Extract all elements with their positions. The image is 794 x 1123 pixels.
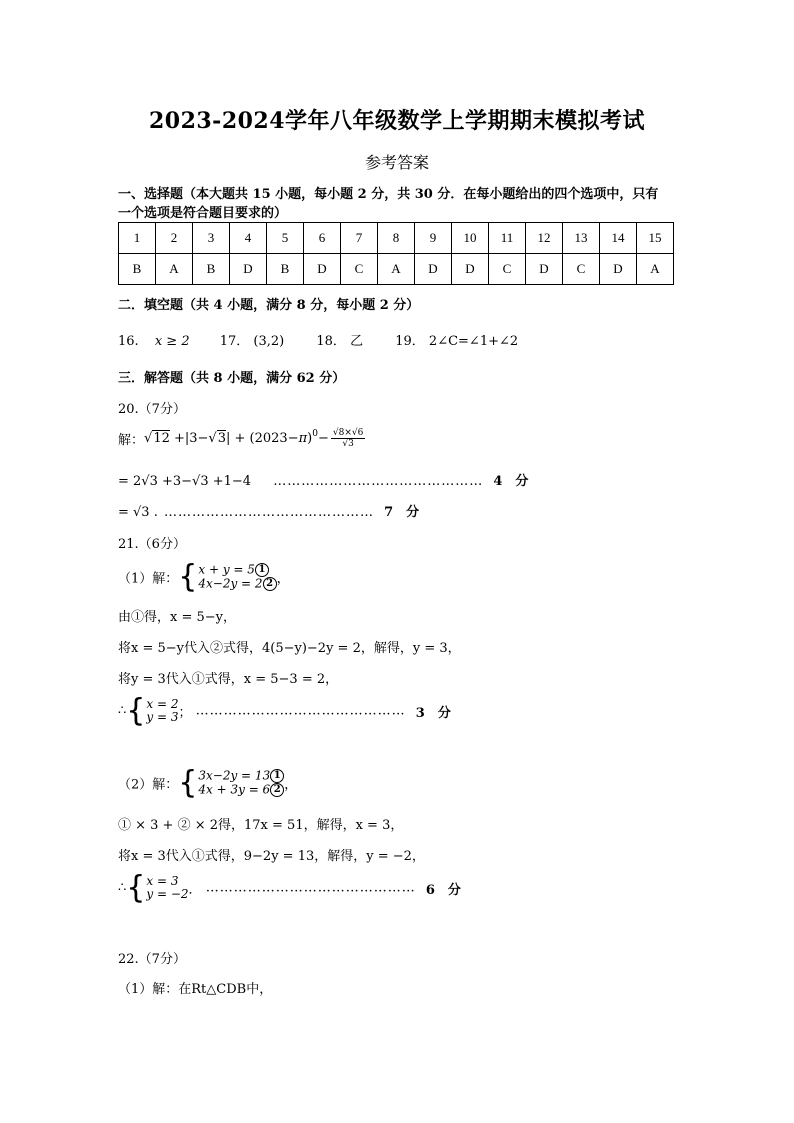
q21-p1-step1: 由①得，x = 5−y， <box>118 610 236 625</box>
q20-step2-text: = √3 . <box>118 505 158 520</box>
answer-table-answer-cell: D <box>230 254 267 285</box>
answer-table-number-cell: 12 <box>526 223 563 254</box>
answer-table-answer-cell: C <box>341 254 378 285</box>
q21-p1-eq2: 4x−2y = 2 <box>198 576 263 591</box>
circle-2-icon: 2 <box>263 577 277 591</box>
q21-p1-prefix: （1）解： <box>118 571 179 587</box>
q21-p2-prefix: （2）解： <box>118 777 179 793</box>
answer-table <box>118 222 674 285</box>
q21-p1-score: 3 分 <box>415 705 451 721</box>
answer-table-answer-cell: C <box>489 254 526 285</box>
answer-table-number-cell: 5 <box>267 223 304 254</box>
answer-table-number-cell: 7 <box>341 223 378 254</box>
answer-table-number-cell: 3 <box>193 223 230 254</box>
q21-p1-system: （1）解： { x + y = 5 1 4x−2y = 2 2 ， <box>118 558 290 595</box>
q19-label: 19． <box>395 334 425 349</box>
q16-label: 16. <box>118 334 139 349</box>
q22-part1: （1）解：在Rt△CDB中， <box>118 982 273 997</box>
answer-table-number-cell: 9 <box>415 223 452 254</box>
circle-1-icon: 1 <box>255 563 269 577</box>
section3-heading: 三．解答题（共 8 小题，满分 62 分） <box>118 371 346 386</box>
q20-score2: 7 分 <box>384 505 420 520</box>
answer-table-answer-cell: B <box>193 254 230 285</box>
q22-label: 22.（7分） <box>118 952 186 967</box>
answer-table-answer-cell: B <box>119 254 156 285</box>
q21-p2-score: 6 分 <box>425 882 461 898</box>
q18-label: 18． <box>316 334 346 349</box>
page-title: 2023-2024学年八年级数学上学期期末模拟考试 <box>148 108 646 134</box>
answer-table-number-cell: 1 <box>119 223 156 254</box>
therefore-icon: ∴ <box>118 703 127 719</box>
answer-table-answer-cell: A <box>637 254 674 285</box>
answer-table-answer-cell: D <box>304 254 341 285</box>
q21-p2-res2: y = −2 <box>146 887 189 901</box>
page-subtitle: 参考答案 <box>364 153 429 172</box>
answer-table-answer-cell: D <box>526 254 563 285</box>
answer-table-answer-cell: A <box>156 254 193 285</box>
section1-heading-line1: 一、选择题（本大题共 15 小题，每小题 2 分，共 30 分．在每小题给出的四个选项中，只有 <box>118 187 659 202</box>
q18-answer: 乙 <box>350 334 364 349</box>
answer-table-answer-cell: B <box>267 254 304 285</box>
q20-step1 <box>118 470 528 489</box>
answer-table-number-cell: 15 <box>637 223 674 254</box>
q20-fraction: $\frac{√8\times√6}{√3}$ <box>332 428 364 449</box>
answer-table-number-cell: 4 <box>230 223 267 254</box>
section1-heading-line2: 一个选项是符合题目要求的） <box>118 206 288 221</box>
q16-answer: x ≥ 2 <box>154 334 190 349</box>
q21-p1-dots: ……………………………………… <box>195 703 406 719</box>
q21-p1-step3: 将y = 3代入①式得，x = 5−3 = 2， <box>118 672 339 687</box>
answer-table-number-row <box>119 223 674 254</box>
q21-p1-step2: 将x = 5−y代入②式得，4(5−y)−2y = 2，解得，y = 3， <box>118 641 461 656</box>
left-brace-icon: { <box>126 692 146 729</box>
q21-p2-eq1: 3x−2y = 13 <box>198 768 271 783</box>
q21-p2-result: ∴ { x = 3 y = −2 ． ……………………………………… 6 分 <box>118 869 461 906</box>
q20-step2 <box>118 501 419 520</box>
q20-score1: 4 分 <box>493 474 529 489</box>
left-brace-icon: { <box>178 558 198 595</box>
answer-table-number-cell: 14 <box>600 223 637 254</box>
fill-in-answers <box>118 330 518 349</box>
left-brace-icon: { <box>126 869 146 906</box>
answer-table-answer-cell: D <box>415 254 452 285</box>
answer-table-answer-cell: C <box>563 254 600 285</box>
q21-p1-res2: y = 3 <box>146 710 179 724</box>
q20-expression-math: $√12 +|3-√3| + (2023-\pi)^0-$ <box>144 429 329 446</box>
answer-table-number-cell: 11 <box>489 223 526 254</box>
section2-heading: 二．填空题（共 4 小题，满分 8 分，每小题 2 分） <box>118 298 420 313</box>
q21-label: 21.（6分） <box>118 537 186 552</box>
q21-p2-eq2: 4x + 3y = 6 <box>198 782 271 797</box>
q20-step1-text: = 2√3 +3−√3 +1−4 <box>118 474 252 489</box>
left-brace-icon: { <box>178 764 198 801</box>
q20-expression <box>118 428 365 449</box>
q20-dots2: ……………………………………… <box>164 505 374 520</box>
answer-table-number-cell: 6 <box>304 223 341 254</box>
answer-table-answer-cell: D <box>452 254 489 285</box>
q21-p1-res1: x = 2 <box>146 697 179 711</box>
q21-p1-eq1: x + y = 5 <box>198 562 255 577</box>
q17-label: 17． <box>219 334 250 349</box>
q21-p2-dots: ……………………………………… <box>205 880 416 896</box>
q21-p2-step2: 将x = 3代入①式得，9−2y = 13，解得，y = −2， <box>118 849 425 864</box>
answer-table-answer-row <box>119 254 674 285</box>
answer-table-number-cell: 8 <box>378 223 415 254</box>
answer-table-number-cell: 13 <box>563 223 600 254</box>
q17-answer: (3,2) <box>253 334 285 349</box>
answer-table-number-cell: 2 <box>156 223 193 254</box>
answer-table-answer-cell: A <box>378 254 415 285</box>
q21-p1-result: ∴ { x = 2 y = 3 ； ……………………………………… 3 分 <box>118 692 451 729</box>
answer-table-number-cell: 10 <box>452 223 489 254</box>
q21-p2-system: （2）解： { 3x−2y = 13 1 4x + 3y = 6 2 ， <box>118 764 298 801</box>
q19-answer: 2∠C=∠1+∠2 <box>428 334 519 349</box>
q21-p2-res1: x = 3 <box>146 874 179 888</box>
q21-p2-step1: ① × 3 + ② × 2得，17x = 51，解得，x = 3， <box>118 818 404 833</box>
q20-solve-prefix: 解： <box>118 433 145 448</box>
circle-1-icon: 1 <box>270 769 284 783</box>
answer-table-answer-cell: D <box>600 254 637 285</box>
therefore-icon: ∴ <box>118 880 127 896</box>
q20-label: 20.（7分） <box>118 402 186 417</box>
q20-dots1: ……………………………………… <box>273 474 484 489</box>
circle-2-icon: 2 <box>270 783 284 797</box>
